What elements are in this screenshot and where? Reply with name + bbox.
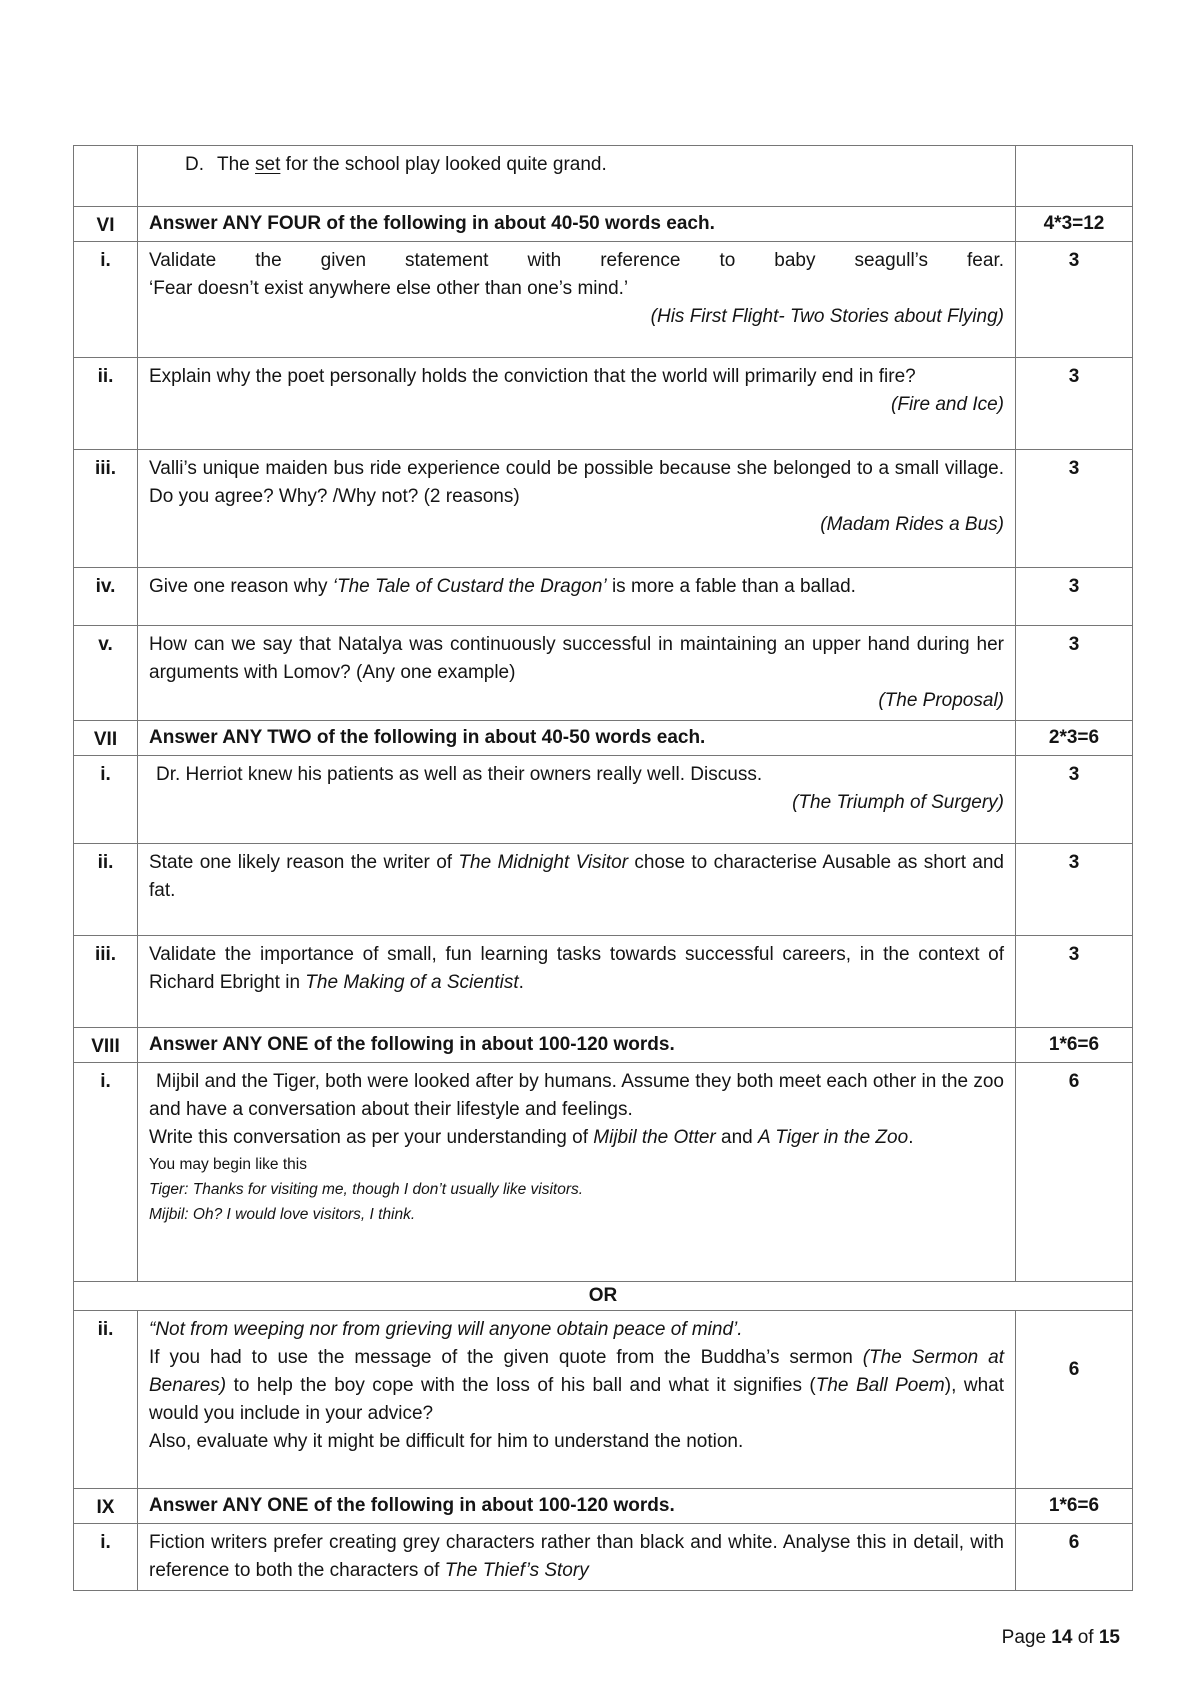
question-text: If you had to use the message of the given quote from the Buddha’s sermon (The Sermon at Benares) to help the boy cope with the loss of his ball and what it signifies (The Ball Poem), what would you include in your advice?	[149, 1347, 1005, 1424]
row-vi-q4	[74, 568, 1133, 626]
question-number: ii.	[74, 1311, 138, 1489]
quote-line: “Not from weeping nor from grieving will anyone obtain peace of mind’.	[149, 1319, 743, 1340]
source-attribution: (His First Flight- Two Stories about Flying)	[650, 306, 1004, 327]
row-vii-q3	[74, 936, 1133, 1028]
marks-value: 3	[1016, 936, 1133, 1028]
story-title: Mijbil the Otter	[593, 1127, 716, 1148]
row-viii-q1	[74, 1063, 1133, 1282]
question-text: Give one reason why ‘The Tale of Custard the Dragon’ is more a fable than a ballad.	[149, 576, 856, 597]
section-number: VIII	[74, 1028, 138, 1063]
question-text-para2: Write this conversation as per your understanding of Mijbil the Otter and A Tiger in the Zoo.	[149, 1127, 914, 1148]
story-title: The Making of a Scientist	[305, 972, 519, 993]
question-text: Valli’s unique maiden bus ride experience could be possible because she belonged to a small village. Do you agree? Why? /Why not? (2 reasons)	[149, 458, 1004, 507]
story-title: The Thief’s Story	[444, 1560, 589, 1581]
source-attribution: (The Proposal)	[878, 690, 1004, 711]
row-vi-q1	[74, 242, 1133, 358]
option-d-post: for the school play looked quite grand.	[280, 154, 607, 175]
row-vi-q2	[74, 358, 1133, 450]
option-d-label: D.	[185, 154, 204, 175]
section-marks: 1*6=6	[1016, 1028, 1133, 1063]
row-vii-q2	[74, 844, 1133, 936]
row-section-vii-header	[74, 721, 1133, 756]
story-title: (The Sermon at Benares)	[149, 1347, 1005, 1396]
page-label: Page	[1001, 1627, 1047, 1648]
dialogue-line: Tiger: Thanks for visiting me, though I don’t usually like visitors.	[149, 1181, 584, 1198]
row-vii-q1	[74, 756, 1133, 844]
section-marks: 1*6=6	[1016, 1489, 1133, 1524]
question-text: Dr. Herriot knew his patients as well as their owners really well. Discuss.	[156, 764, 763, 785]
question-text: How can we say that Natalya was continuously successful in maintaining an upper hand during her arguments with Lomov? (Any one example)	[149, 634, 1004, 683]
dialogue-line: Mijbil: Oh? I would love visitors, I think.	[149, 1206, 416, 1223]
question-number: i.	[74, 1524, 138, 1591]
row-section-viii-header	[74, 1028, 1133, 1063]
question-text: Fiction writers prefer creating grey characters rather than black and white. Analyse this in detail, with reference to both the characters of The Thief’s Story	[149, 1532, 1004, 1581]
section-number: VII	[74, 721, 138, 756]
marks-value: 3	[1016, 844, 1133, 936]
marks-value: 3	[1016, 568, 1133, 626]
story-title: A Tiger in the Zoo	[758, 1127, 909, 1148]
page-number: 14	[1051, 1627, 1073, 1648]
question-text-line2: ‘Fear doesn’t exist anywhere else other than one’s mind.’	[149, 278, 629, 299]
row-section-ix-header	[74, 1489, 1133, 1524]
total-pages: 15	[1098, 1627, 1120, 1648]
section-marks: 2*3=6	[1016, 721, 1133, 756]
marks-value: 3	[1016, 242, 1133, 358]
underlined-word: set	[255, 154, 281, 175]
source-attribution: (The Triumph of Surgery)	[792, 792, 1004, 813]
row-ix-q1	[74, 1524, 1133, 1591]
option-d-pre: The	[217, 154, 256, 175]
section-marks: 4*3=12	[1016, 207, 1133, 242]
marks-value: 3	[1016, 358, 1133, 450]
marks-value: 6	[1016, 1063, 1133, 1282]
of-label: of	[1077, 1627, 1094, 1648]
section-instruction: Answer ANY ONE of the following in about 100-120 words.	[138, 1489, 1016, 1524]
question-number: ii.	[74, 358, 138, 450]
row-or-separator	[74, 1282, 1133, 1311]
option-d-text	[149, 151, 1004, 179]
question-text-para1: Mijbil and the Tiger, both were looked after by humans. Assume they both meet each other in the zoo and have a conversation about their lifestyle and feelings.	[149, 1071, 1004, 1120]
section-number: IX	[74, 1489, 138, 1524]
marks-value: 6	[1016, 1311, 1133, 1489]
question-number: iv.	[74, 568, 138, 626]
section-instruction: Answer ANY TWO of the following in about 40-50 words each.	[138, 721, 1016, 756]
question-number-cell	[74, 146, 138, 207]
section-number: VI	[74, 207, 138, 242]
question-number: iii.	[74, 450, 138, 568]
question-text: Validate the importance of small, fun learning tasks towards successful careers, in the context of Richard Ebright in The Making of a Scientist.	[149, 944, 1004, 993]
story-title: The Ball Poem	[815, 1375, 945, 1396]
row-section-vi-header	[74, 207, 1133, 242]
section-instruction: Answer ANY ONE of the following in about 100-120 words.	[138, 1028, 1016, 1063]
question-text-line1: Validate the given statement with reference to baby seagull’s fear.	[149, 250, 1004, 271]
question-number: iii.	[74, 936, 138, 1028]
question-number: i.	[74, 756, 138, 844]
question-paper-table	[73, 145, 1133, 1591]
question-number: i.	[74, 1063, 138, 1282]
or-label: OR	[74, 1282, 1133, 1311]
marks-value: 3	[1016, 756, 1133, 844]
section-instruction: Answer ANY FOUR of the following in about 40-50 words each.	[138, 207, 1016, 242]
question-text: State one likely reason the writer of The Midnight Visitor chose to characterise Ausable as short and fat.	[149, 852, 1004, 901]
marks-value: 6	[1016, 1524, 1133, 1591]
page-footer	[1002, 1626, 1120, 1650]
marks-cell	[1016, 146, 1133, 207]
marks-value: 3	[1016, 450, 1133, 568]
marks-value: 3	[1016, 626, 1133, 721]
source-attribution: (Fire and Ice)	[891, 394, 1004, 415]
question-number: i.	[74, 242, 138, 358]
source-attribution: (Madam Rides a Bus)	[820, 514, 1004, 535]
question-text-last-line: Also, evaluate why it might be difficult for him to understand the notion.	[149, 1431, 744, 1452]
row-option-d	[74, 146, 1133, 207]
story-title: ‘The Tale of Custard the Dragon’	[332, 576, 607, 597]
question-number: v.	[74, 626, 138, 721]
row-vi-q5	[74, 626, 1133, 721]
story-title: The Midnight Visitor	[458, 852, 629, 873]
row-vi-q3	[74, 450, 1133, 568]
hint-text: You may begin like this	[149, 1156, 307, 1173]
question-text: Explain why the poet personally holds the conviction that the world will primarily end in fire?	[149, 366, 916, 387]
question-number: ii.	[74, 844, 138, 936]
row-viii-q2	[74, 1311, 1133, 1489]
